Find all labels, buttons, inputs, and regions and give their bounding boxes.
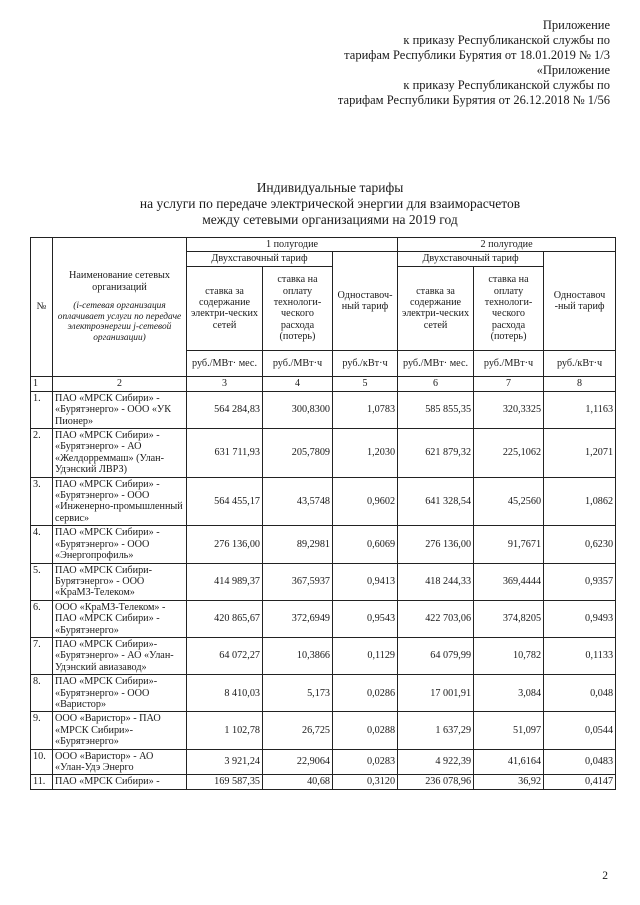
org-pair: ПАО «МРСК Сибири» - «Бурятэнерго» - ООО «Энергопрофиль» bbox=[53, 526, 187, 563]
maintenance-rate-h2: 422 703,06 bbox=[398, 600, 474, 637]
single-rate-h2: 0,9493 bbox=[544, 600, 616, 637]
table-header bbox=[31, 238, 616, 392]
single-rate-h2: 0,048 bbox=[544, 675, 616, 712]
losses-rate-h2: 3,084 bbox=[474, 675, 544, 712]
row-number: 6. bbox=[31, 600, 53, 637]
single-rate-h1: 0,0286 bbox=[333, 675, 398, 712]
row-number: 8. bbox=[31, 675, 53, 712]
appendix-line: «Приложение bbox=[536, 63, 610, 77]
column-number: 1 bbox=[31, 376, 53, 391]
single-rate-h2: 0,1133 bbox=[544, 637, 616, 674]
losses-rate-h1: 372,6949 bbox=[263, 600, 333, 637]
single-rate-h2: 0,6230 bbox=[544, 526, 616, 563]
appendix-line: тарифам Республики Бурятия от 18.01.2019 № 1/3 bbox=[344, 48, 610, 62]
single-rate-h1: 0,6069 bbox=[333, 526, 398, 563]
org-pair: ПАО «МРСК Сибири» - «Бурятэнерго» - ООО «Инженерно-промышленный сервис» bbox=[53, 477, 187, 526]
losses-rate-h2: 91,7671 bbox=[474, 526, 544, 563]
column-number: 4 bbox=[263, 376, 333, 391]
column-number: 8 bbox=[544, 376, 616, 391]
maintenance-rate-h1: 276 136,00 bbox=[187, 526, 263, 563]
column-number: 3 bbox=[187, 376, 263, 391]
table-row bbox=[31, 391, 616, 428]
single-rate-h1: 0,9413 bbox=[333, 563, 398, 600]
row-number: 5. bbox=[31, 563, 53, 600]
column-number-row bbox=[31, 376, 616, 391]
single-rate-h1: 0,3120 bbox=[333, 775, 398, 789]
table-row bbox=[31, 600, 616, 637]
single-rate-h2: 1,1163 bbox=[544, 391, 616, 428]
losses-rate-h2: 320,3325 bbox=[474, 391, 544, 428]
single-rate-h1: 1,2030 bbox=[333, 429, 398, 478]
maintenance-rate-h2: 418 244,33 bbox=[398, 563, 474, 600]
losses-rate-h1: 5,173 bbox=[263, 675, 333, 712]
table-row bbox=[31, 749, 616, 775]
single-rate-h2: 0,0544 bbox=[544, 712, 616, 749]
header-single-2: Одноставоч -ный тариф bbox=[544, 252, 616, 350]
maintenance-rate-h1: 1 102,78 bbox=[187, 712, 263, 749]
table-row bbox=[31, 775, 616, 789]
header-maintenance-1: ставка за содержание электри-ческих сетей bbox=[187, 266, 263, 350]
maintenance-rate-h1: 414 989,37 bbox=[187, 563, 263, 600]
column-number: 5 bbox=[333, 376, 398, 391]
losses-rate-h1: 40,68 bbox=[263, 775, 333, 789]
header-maintenance-2: ставка за содержание электри-ческих сетей bbox=[398, 266, 474, 350]
column-number: 6 bbox=[398, 376, 474, 391]
appendix-block bbox=[250, 18, 610, 108]
maintenance-rate-h1: 3 921,24 bbox=[187, 749, 263, 775]
org-pair: ПАО «МРСК Сибири» - bbox=[53, 775, 187, 789]
document-title bbox=[60, 180, 600, 228]
maintenance-rate-h1: 64 072,27 bbox=[187, 637, 263, 674]
maintenance-rate-h1: 169 587,35 bbox=[187, 775, 263, 789]
title-line-3: между сетевыми организациями на 2019 год bbox=[202, 212, 458, 227]
losses-rate-h1: 89,2981 bbox=[263, 526, 333, 563]
single-rate-h2: 0,9357 bbox=[544, 563, 616, 600]
maintenance-rate-h2: 1 637,29 bbox=[398, 712, 474, 749]
losses-rate-h1: 205,7809 bbox=[263, 429, 333, 478]
losses-rate-h1: 300,8300 bbox=[263, 391, 333, 428]
org-pair: ООО «КраМЗ-Телеком» - ПАО «МРСК Сибири» - «Бурятэнерго» bbox=[53, 600, 187, 637]
org-pair: ПАО «МРСК Сибири»- «Бурятэнерго» - АО «Улан-Удэнский авиазавод» bbox=[53, 637, 187, 674]
org-pair: ПАО «МРСК Сибири» - «Бурятэнерго» - ООО «УК Пионер» bbox=[53, 391, 187, 428]
maintenance-rate-h1: 420 865,67 bbox=[187, 600, 263, 637]
single-rate-h1: 0,0288 bbox=[333, 712, 398, 749]
row-number: 3. bbox=[31, 477, 53, 526]
header-no: № bbox=[31, 238, 53, 377]
tariff-table bbox=[30, 237, 616, 790]
maintenance-rate-h2: 64 079,99 bbox=[398, 637, 474, 674]
single-rate-h2: 1,0862 bbox=[544, 477, 616, 526]
header-org bbox=[53, 238, 187, 377]
appendix-line: к приказу Республиканской службы по bbox=[403, 33, 610, 47]
single-rate-h1: 1,0783 bbox=[333, 391, 398, 428]
appendix-line: к приказу Республиканской службы по bbox=[403, 78, 610, 92]
org-pair: ПАО «МРСК Сибири»- «Бурятэнерго» - ООО «Варистор» bbox=[53, 675, 187, 712]
org-pair: ООО «Варистор» - ПАО «МРСК Сибири»- «Бурятэнерго» bbox=[53, 712, 187, 749]
maintenance-rate-h2: 236 078,96 bbox=[398, 775, 474, 789]
losses-rate-h2: 225,1062 bbox=[474, 429, 544, 478]
org-pair: ООО «Варистор» - АО «Улан-Удэ Энерго bbox=[53, 749, 187, 775]
header-unit-kwh-2: руб./кВт·ч bbox=[544, 350, 616, 376]
header-unit-mwh-1: руб./МВт·ч bbox=[263, 350, 333, 376]
appendix-line: тарифам Республики Бурятия от 26.12.2018 № 1/56 bbox=[337, 93, 610, 107]
single-rate-h1: 0,1129 bbox=[333, 637, 398, 674]
maintenance-rate-h1: 564 284,83 bbox=[187, 391, 263, 428]
table-row bbox=[31, 563, 616, 600]
header-losses-1: ставка на оплату технологи-ческого расхода (потерь) bbox=[263, 266, 333, 350]
appendix-line: Приложение bbox=[542, 18, 610, 32]
header-half-1: 1 полугодие bbox=[187, 238, 398, 252]
losses-rate-h2: 45,2560 bbox=[474, 477, 544, 526]
header-two-part-1: Двухставочный тариф bbox=[187, 252, 333, 266]
single-rate-h1: 0,0283 bbox=[333, 749, 398, 775]
losses-rate-h2: 374,8205 bbox=[474, 600, 544, 637]
table-row bbox=[31, 526, 616, 563]
header-single-1: Одноставоч-ный тариф bbox=[333, 252, 398, 350]
losses-rate-h1: 43,5748 bbox=[263, 477, 333, 526]
header-half-2: 2 полугодие bbox=[398, 238, 616, 252]
header-losses-2: ставка на оплату технологи-ческого расхода (потерь) bbox=[474, 266, 544, 350]
row-number: 2. bbox=[31, 429, 53, 478]
row-number: 4. bbox=[31, 526, 53, 563]
maintenance-rate-h2: 17 001,91 bbox=[398, 675, 474, 712]
single-rate-h2: 0,4147 bbox=[544, 775, 616, 789]
table-row bbox=[31, 712, 616, 749]
header-unit-kwh-1: руб./кВт·ч bbox=[333, 350, 398, 376]
losses-rate-h2: 36,92 bbox=[474, 775, 544, 789]
maintenance-rate-h2: 276 136,00 bbox=[398, 526, 474, 563]
row-number: 11. bbox=[31, 775, 53, 789]
table-row bbox=[31, 675, 616, 712]
header-unit-mw-2: руб./МВт· мес. bbox=[398, 350, 474, 376]
single-rate-h2: 0,0483 bbox=[544, 749, 616, 775]
row-number: 9. bbox=[31, 712, 53, 749]
single-rate-h1: 0,9543 bbox=[333, 600, 398, 637]
header-unit-mw-1: руб./МВт· мес. bbox=[187, 350, 263, 376]
maintenance-rate-h2: 641 328,54 bbox=[398, 477, 474, 526]
losses-rate-h2: 369,4444 bbox=[474, 563, 544, 600]
maintenance-rate-h2: 621 879,32 bbox=[398, 429, 474, 478]
table-row bbox=[31, 477, 616, 526]
header-org-name: Наименование сетевых организаций bbox=[69, 270, 170, 293]
table-row bbox=[31, 429, 616, 478]
row-number: 10. bbox=[31, 749, 53, 775]
title-line-2: на услуги по передаче электрической энергии для взаиморасчетов bbox=[139, 196, 521, 211]
maintenance-rate-h2: 585 855,35 bbox=[398, 391, 474, 428]
column-number: 2 bbox=[53, 376, 187, 391]
row-number: 7. bbox=[31, 637, 53, 674]
losses-rate-h2: 10,782 bbox=[474, 637, 544, 674]
table-row bbox=[31, 637, 616, 674]
single-rate-h2: 1,2071 bbox=[544, 429, 616, 478]
org-pair: ПАО «МРСК Сибири- Бурятэнерго» - ООО «КраМЗ-Телеком» bbox=[53, 563, 187, 600]
losses-rate-h1: 367,5937 bbox=[263, 563, 333, 600]
row-number: 1. bbox=[31, 391, 53, 428]
title-line-1: Индивидуальные тарифы bbox=[256, 180, 404, 195]
table-body bbox=[31, 391, 616, 789]
header-org-note: (i-сетевая организация оплачивает услуги по передаче электроэнергии j-сетевой организации) bbox=[57, 301, 182, 343]
maintenance-rate-h1: 564 455,17 bbox=[187, 477, 263, 526]
losses-rate-h1: 10,3866 bbox=[263, 637, 333, 674]
column-number: 7 bbox=[474, 376, 544, 391]
header-unit-mwh-2: руб./МВт·ч bbox=[474, 350, 544, 376]
losses-rate-h1: 22,9064 bbox=[263, 749, 333, 775]
losses-rate-h2: 51,097 bbox=[474, 712, 544, 749]
org-pair: ПАО «МРСК Сибири» - «Бурятэнерго» - АО «Желдорреммаш» (Улан-Удэнский ЛВРЗ) bbox=[53, 429, 187, 478]
maintenance-rate-h2: 4 922,39 bbox=[398, 749, 474, 775]
header-two-part-2: Двухставочный тариф bbox=[398, 252, 544, 266]
maintenance-rate-h1: 8 410,03 bbox=[187, 675, 263, 712]
maintenance-rate-h1: 631 711,93 bbox=[187, 429, 263, 478]
losses-rate-h2: 41,6164 bbox=[474, 749, 544, 775]
single-rate-h1: 0,9602 bbox=[333, 477, 398, 526]
page-number: 2 bbox=[602, 870, 608, 882]
losses-rate-h1: 26,725 bbox=[263, 712, 333, 749]
